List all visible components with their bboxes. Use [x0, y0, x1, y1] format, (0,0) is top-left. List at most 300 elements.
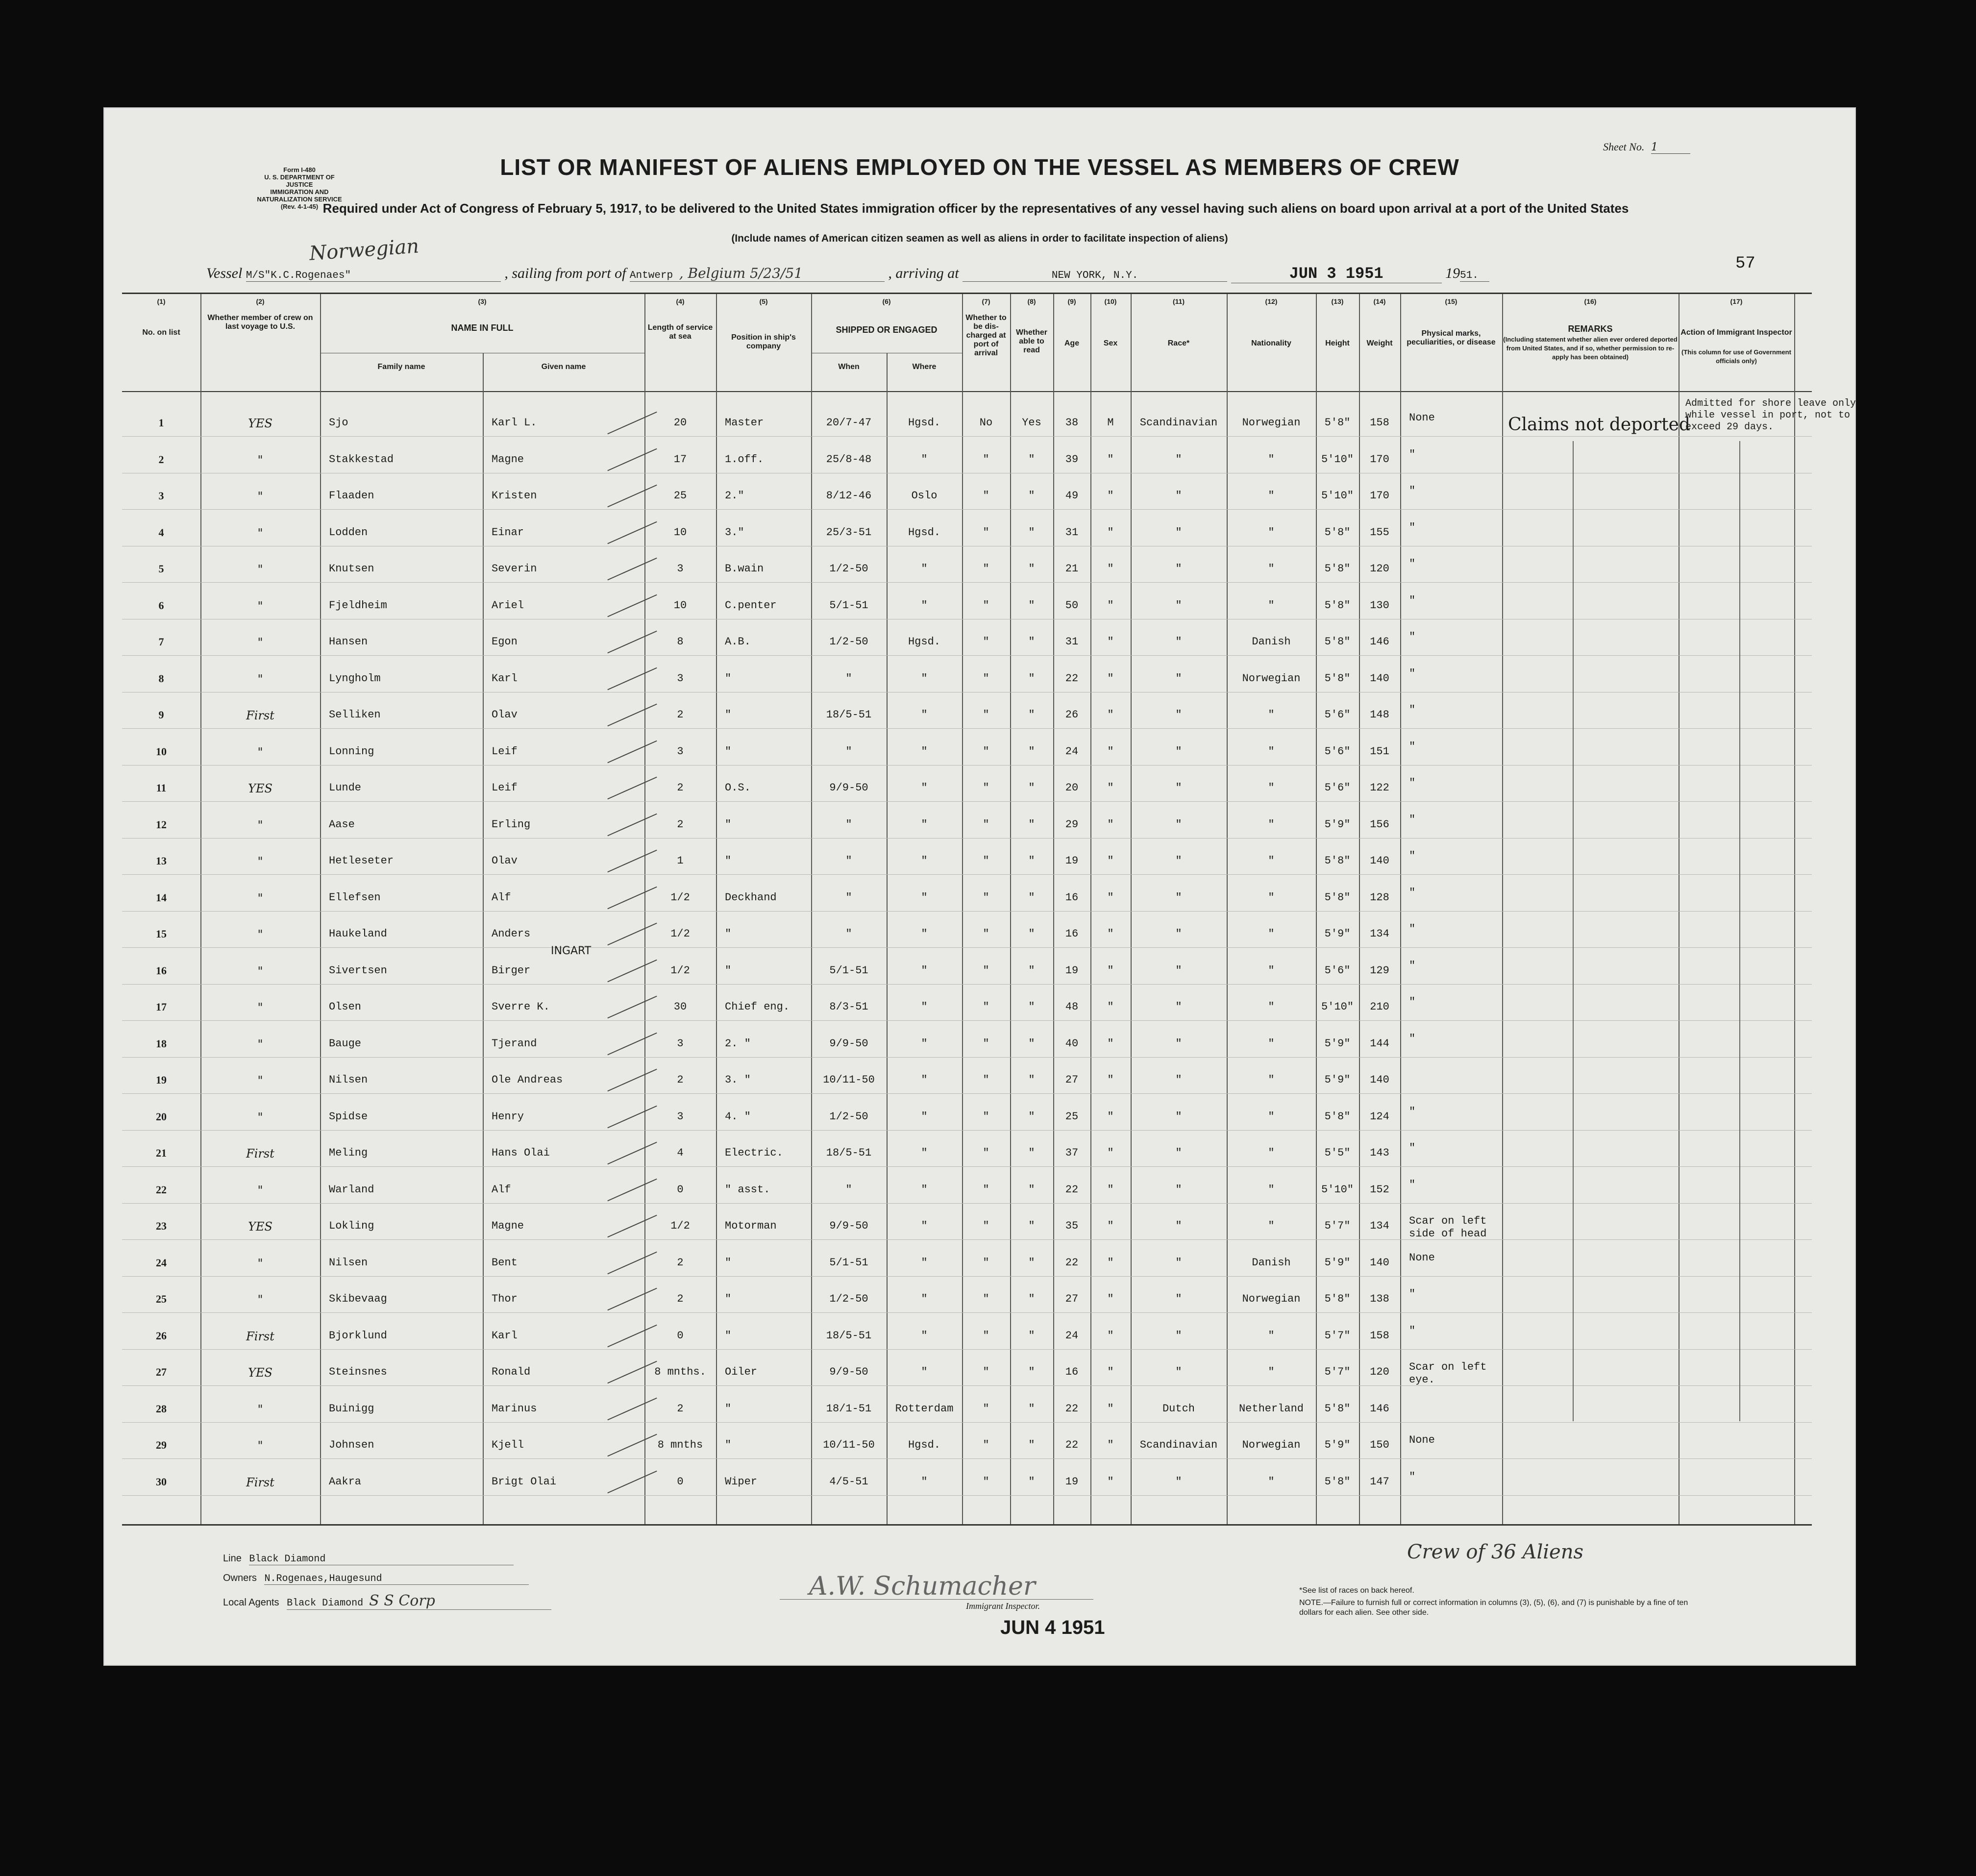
cell-disch: " [983, 526, 989, 539]
cell-race: Scandinavian [1139, 1439, 1218, 1451]
cell-position: Chief eng. [725, 1001, 790, 1013]
cell-read: " [1028, 1402, 1035, 1415]
cell-read: " [1028, 672, 1035, 685]
cell-height: 5'6" [1324, 709, 1351, 721]
inspector-action-line: Admitted for shore leave only [1685, 398, 1856, 409]
cell-height: 5'8" [1324, 599, 1351, 612]
cell-when: 5/1-51 [829, 1256, 868, 1269]
include-note: (Include names of American citizen seamen as well as aliens in order to facilitate inspection of aliens) [731, 233, 1228, 244]
cell-sex: " [1107, 1037, 1114, 1050]
table-row [122, 582, 1812, 583]
cell-nat: " [1268, 1183, 1275, 1196]
cell-position: B.wain [725, 563, 764, 575]
cell-height: 5'8" [1324, 1293, 1351, 1305]
cell-height: 5'8" [1324, 563, 1351, 575]
cell-sex: " [1107, 1183, 1114, 1196]
cell-family: Buinigg [329, 1402, 374, 1415]
cell-prev: YES [248, 1366, 272, 1380]
column-header: (13) [1331, 297, 1344, 305]
cell-height: 5'10" [1321, 453, 1354, 466]
cell-service: 4 [677, 1147, 684, 1159]
cell-age: 22 [1065, 1183, 1079, 1196]
cell-sex: " [1107, 1001, 1114, 1013]
cell-service: 8 mnths. [654, 1366, 706, 1378]
cell-age: 29 [1065, 818, 1079, 831]
cell-no: 4 [158, 526, 164, 539]
cell-nat: Danish [1252, 636, 1291, 648]
cell-no: 15 [156, 928, 167, 940]
column-header: (7) [982, 297, 990, 305]
cell-sex: " [1107, 891, 1114, 904]
cell-marks: " [1409, 777, 1416, 789]
cell-prev: " [257, 599, 263, 613]
cell-sex: " [1107, 672, 1114, 685]
cell-given: Birger [492, 964, 531, 977]
table-row [122, 1166, 1812, 1167]
cell-family: Lodden [329, 526, 368, 539]
arrival-date-stamp: JUN 3 1951 [1231, 265, 1442, 283]
cell-family: Olsen [329, 1001, 362, 1013]
cell-when: " [845, 1183, 852, 1196]
cell-nat: " [1268, 1220, 1275, 1232]
sailing-port: Antwerp [629, 270, 673, 281]
cell-disch: " [983, 1220, 989, 1232]
column-divider [1679, 294, 1680, 1524]
cell-weight: 210 [1370, 1001, 1389, 1013]
cell-where: " [921, 1220, 928, 1232]
cell-height: 5'8" [1324, 1110, 1351, 1123]
cell-given: Egon [492, 636, 518, 648]
cell-disch: " [983, 1329, 989, 1342]
inspection-date-stamp: JUN 4 1951 [1000, 1617, 1105, 1638]
cell-position: " [725, 964, 732, 977]
cell-marks: " [1409, 923, 1416, 935]
cell-family: Warland [329, 1183, 374, 1196]
cell-nat: " [1268, 855, 1275, 867]
table-row [122, 984, 1812, 985]
cell-disch: " [983, 1183, 989, 1196]
cell-no: 25 [156, 1293, 167, 1305]
column-header: SHIPPED OR ENGAGED [836, 325, 938, 335]
cell-disch: " [983, 818, 989, 831]
cell-marks: None [1409, 412, 1435, 424]
cell-position: " asst. [725, 1183, 770, 1196]
cell-read: " [1028, 1183, 1035, 1196]
cell-no: 14 [156, 891, 167, 904]
cell-read: " [1028, 563, 1035, 575]
agents-handwritten: S S Corp [369, 1592, 435, 1609]
cell-sex: " [1107, 745, 1114, 758]
cell-weight: 138 [1370, 1293, 1389, 1305]
crew-total-handwritten: Crew of 36 Aliens [1407, 1541, 1583, 1563]
cell-nat: " [1268, 1001, 1275, 1013]
cell-given: Bent [492, 1256, 518, 1269]
column-header: (5) [759, 297, 768, 305]
vessel-line [206, 265, 1489, 283]
cell-position: " [725, 709, 732, 721]
cell-nat: " [1268, 1147, 1275, 1159]
cell-no: 7 [158, 636, 164, 648]
cell-nat: " [1268, 782, 1275, 794]
arrival-port: NEW YORK, N.Y. [963, 270, 1227, 282]
column-divider [1502, 294, 1503, 1524]
cell-read: " [1028, 782, 1035, 794]
cell-age: 27 [1065, 1074, 1079, 1086]
cell-when: 10/11-50 [823, 1074, 875, 1086]
agents-value [287, 1592, 551, 1610]
cell-marks: " [1409, 521, 1416, 534]
cell-height: 5'8" [1324, 891, 1351, 904]
cell-prev: First [246, 1329, 274, 1343]
cell-service: 2 [677, 709, 684, 721]
cell-sex: " [1107, 636, 1114, 648]
cell-given: Einar [492, 526, 524, 539]
cell-when: 1/2-50 [829, 1110, 868, 1123]
table-row [122, 1203, 1812, 1204]
cell-position: Wiper [725, 1475, 758, 1488]
cell-where: " [921, 563, 928, 575]
cell-no: 26 [156, 1329, 167, 1342]
cell-weight: 155 [1370, 526, 1389, 539]
column-header: (1) [157, 297, 166, 305]
cell-disch: " [983, 1293, 989, 1305]
table-row [122, 1057, 1812, 1058]
cell-prev: " [257, 1293, 263, 1307]
column-header: (8) [1027, 297, 1036, 305]
cell-height: 5'9" [1324, 1074, 1351, 1086]
owners-label: Owners [223, 1573, 257, 1583]
cell-age: 22 [1065, 1256, 1079, 1269]
cell-position: " [725, 855, 732, 867]
cell-no: 1 [158, 417, 164, 429]
cell-disch: " [983, 891, 989, 904]
cell-prev: " [257, 745, 263, 759]
cell-race: " [1175, 1256, 1182, 1269]
cell-where: " [921, 709, 928, 721]
cell-sex: " [1107, 1293, 1114, 1305]
cell-sex: " [1107, 928, 1114, 940]
cell-given: Magne [492, 1220, 524, 1232]
cell-race: " [1175, 1475, 1182, 1488]
cell-family: Hansen [329, 636, 368, 648]
cell-given: Karl L. [492, 417, 537, 429]
cell-disch: " [983, 563, 989, 575]
cell-when: 20/7-47 [826, 417, 872, 429]
column-header: Family name [377, 363, 425, 371]
cell-marks: None [1409, 1251, 1435, 1264]
line-label: Line [223, 1553, 242, 1564]
cell-given: Severin [492, 563, 537, 575]
cell-where: " [921, 672, 928, 685]
cell-marks: " [1409, 996, 1416, 1008]
cell-given: Hans Olai [492, 1147, 550, 1159]
cell-disch: " [983, 855, 989, 867]
column-header: Race* [1167, 339, 1190, 347]
column-header: When [838, 363, 860, 371]
cell-nat: Norwegian [1242, 1293, 1301, 1305]
cell-given: Ole Andreas [492, 1074, 563, 1086]
table-row [122, 874, 1812, 875]
cell-marks: " [1409, 1288, 1416, 1300]
vessel-name: M/S"K.C.Rogenaes" [246, 270, 501, 282]
cell-age: 35 [1065, 1220, 1079, 1232]
cell-service: 0 [677, 1329, 684, 1342]
agents-label: Local Agents [223, 1597, 279, 1608]
cell-when: 9/9-50 [829, 1366, 868, 1378]
line-value: Black Diamond [249, 1554, 514, 1565]
cell-nat: Norwegian [1242, 672, 1301, 685]
cell-where: Oslo [911, 490, 938, 502]
cell-weight: 140 [1370, 1074, 1389, 1086]
cell-service: 3 [677, 1037, 684, 1050]
cell-height: 5'8" [1324, 417, 1351, 429]
header-divider [122, 391, 1812, 392]
cell-when: " [845, 745, 852, 758]
cell-race: " [1175, 1293, 1182, 1305]
cell-prev: First [246, 709, 274, 722]
cell-given: Karl [492, 1329, 518, 1342]
cell-marks: " [1409, 704, 1416, 716]
cell-sex: " [1107, 1366, 1114, 1378]
cell-where: " [921, 891, 928, 904]
cell-when: 18/1-51 [826, 1402, 872, 1415]
cell-position: 1.off. [725, 453, 764, 466]
cell-no: 23 [156, 1220, 167, 1232]
cell-service: 1/2 [670, 964, 690, 977]
cell-age: 26 [1065, 709, 1079, 721]
column-header: (15) [1445, 297, 1457, 305]
cell-age: 31 [1065, 526, 1079, 539]
cell-age: 24 [1065, 745, 1079, 758]
cell-family: Sivertsen [329, 964, 387, 977]
cell-prev: " [257, 1074, 263, 1087]
cell-weight: 130 [1370, 599, 1389, 612]
cell-family: Fjeldheim [329, 599, 387, 612]
column-header: NAME IN FULL [451, 323, 514, 333]
table-row [122, 1239, 1812, 1240]
cell-prev: " [257, 453, 263, 467]
cell-height: 5'10" [1321, 1001, 1354, 1013]
cell-where: Hgsd. [908, 526, 940, 539]
inspector-signature: A.W. Schumacher [809, 1572, 1036, 1601]
manifest-sheet [103, 107, 1856, 1666]
cell-weight: 120 [1370, 1366, 1389, 1378]
cell-no: 21 [156, 1147, 167, 1159]
cell-marks: " [1409, 1324, 1416, 1337]
cell-race: " [1175, 1366, 1182, 1378]
cell-race: " [1175, 855, 1182, 867]
cell-read: " [1028, 709, 1035, 721]
cell-marks: " [1409, 1142, 1416, 1154]
table-row [122, 1349, 1812, 1350]
cell-marks: " [1409, 886, 1416, 899]
cell-age: 39 [1065, 453, 1079, 466]
cell-where: " [921, 964, 928, 977]
cell-height: 5'6" [1324, 782, 1351, 794]
table-row [122, 1276, 1812, 1277]
cell-age: 25 [1065, 1110, 1079, 1123]
cell-disch: " [983, 709, 989, 721]
cell-prev: " [257, 636, 263, 649]
column-header: No. on list [142, 328, 180, 337]
cell-age: 19 [1065, 964, 1079, 977]
cell-where: " [921, 1475, 928, 1488]
cell-race: " [1175, 709, 1182, 721]
cell-height: 5'8" [1324, 672, 1351, 685]
cell-nat: " [1268, 599, 1275, 612]
cell-given: Erling [492, 818, 531, 831]
cell-nat: " [1268, 891, 1275, 904]
line-field [223, 1553, 514, 1565]
cell-sex: " [1107, 1220, 1114, 1232]
cell-prev: " [257, 490, 263, 503]
cell-sex: " [1107, 1402, 1114, 1415]
cell-nat: " [1268, 928, 1275, 940]
cell-race: " [1175, 891, 1182, 904]
cell-position: " [725, 1329, 732, 1342]
cell-nat: " [1268, 1037, 1275, 1050]
cell-race: " [1175, 1037, 1182, 1050]
cell-weight: 140 [1370, 672, 1389, 685]
cell-prev: " [257, 1037, 263, 1051]
cell-read: " [1028, 526, 1035, 539]
cell-height: 5'8" [1324, 526, 1351, 539]
cell-family: Aakra [329, 1475, 362, 1488]
cell-service: 20 [673, 417, 687, 429]
cell-marks: " [1409, 1105, 1416, 1118]
cell-position: " [725, 745, 732, 758]
cell-prev: " [257, 1256, 263, 1270]
cell-sex: M [1107, 417, 1114, 429]
cell-given: Anders [492, 928, 531, 940]
cell-position: C.penter [725, 599, 777, 612]
column-header: (2) [256, 297, 265, 305]
cell-given: Magne [492, 453, 524, 466]
cell-sex: " [1107, 1475, 1114, 1488]
cell-disch: " [983, 1475, 989, 1488]
cell-where: Hgsd. [908, 417, 940, 429]
cell-where: " [921, 818, 928, 831]
cell-service: 10 [673, 526, 687, 539]
cell-weight: 146 [1370, 1402, 1389, 1415]
column-divider [1794, 294, 1795, 1524]
cell-no: 30 [156, 1475, 167, 1488]
cell-service: 2 [677, 1256, 684, 1269]
cell-read: " [1028, 1475, 1035, 1488]
cell-nat: " [1268, 490, 1275, 502]
cell-where: " [921, 1183, 928, 1196]
cell-prev: YES [248, 782, 272, 795]
cell-when: 8/3-51 [829, 1001, 868, 1013]
cell-age: 27 [1065, 1293, 1079, 1305]
cell-no: 5 [158, 563, 164, 575]
cell-weight: 120 [1370, 563, 1389, 575]
column-header: (12) [1265, 297, 1278, 305]
column-header: Action of Immigrant Inspector [1680, 328, 1792, 337]
cell-disch: " [983, 782, 989, 794]
cell-race: " [1175, 1074, 1182, 1086]
cell-read: " [1028, 818, 1035, 831]
races-note: *See list of races on back hereof. [1299, 1586, 1414, 1595]
table-row [122, 1020, 1812, 1021]
cell-age: 37 [1065, 1147, 1079, 1159]
cell-given: Henry [492, 1110, 524, 1123]
cell-when: 5/1-51 [829, 599, 868, 612]
owners-field [223, 1573, 529, 1585]
cell-given: Marinus [492, 1402, 537, 1415]
cell-sex: " [1107, 964, 1114, 977]
cell-age: 31 [1065, 636, 1079, 648]
cell-age: 38 [1065, 417, 1079, 429]
cell-where: Hgsd. [908, 1439, 940, 1451]
cell-height: 5'9" [1324, 928, 1351, 940]
cell-weight: 158 [1370, 417, 1389, 429]
cell-position: Deckhand [725, 891, 777, 904]
cell-position: A.B. [725, 636, 751, 648]
vessel-label: Vessel [206, 265, 243, 281]
cell-when: " [845, 855, 852, 867]
cell-height: 5'8" [1324, 1475, 1351, 1488]
column-header: Height [1325, 339, 1350, 347]
table-row [122, 1093, 1812, 1094]
cell-service: 1/2 [670, 891, 690, 904]
cell-no: 9 [158, 709, 164, 721]
cell-disch: " [983, 1074, 989, 1086]
cell-sex: " [1107, 1074, 1114, 1086]
table-row [122, 509, 1812, 510]
cell-family: Haukeland [329, 928, 387, 940]
cell-weight: 146 [1370, 636, 1389, 648]
cell-sex: " [1107, 490, 1114, 502]
cell-disch: " [983, 964, 989, 977]
cell-position: 2." [725, 490, 744, 502]
column-header: Length of service at sea [647, 323, 713, 341]
column-header: Given name [541, 363, 586, 371]
column-header: (14) [1373, 297, 1386, 305]
cell-service: 0 [677, 1475, 684, 1488]
year-value: 51. [1460, 270, 1489, 282]
column-header: Physical marks, peculiarities, or disease [1407, 329, 1496, 346]
cell-prev: " [257, 1110, 263, 1124]
cell-when: 25/8-48 [826, 453, 872, 466]
cell-given: Leif [492, 745, 518, 758]
cell-where: Hgsd. [908, 636, 940, 648]
table-row [122, 1312, 1812, 1313]
cell-height: 5'9" [1324, 1439, 1351, 1451]
cell-no: 13 [156, 855, 167, 867]
cell-weight: 148 [1370, 709, 1389, 721]
form-number: Form I-480 [283, 166, 316, 173]
form-revision: (Rev. 4-1-45) [280, 203, 319, 210]
cell-disch: " [983, 1110, 989, 1123]
cell-age: 20 [1065, 782, 1079, 794]
cell-read: " [1028, 1074, 1035, 1086]
cell-no: 6 [158, 599, 164, 612]
cell-where: " [921, 1110, 928, 1123]
cell-nat: " [1268, 745, 1275, 758]
penalty-note: NOTE.—Failure to furnish full or correct information in columns (3), (5), (6), and (7) is punishable by a fine of ten dollars for each alien. See other side. [1299, 1599, 1688, 1617]
cell-given: Kjell [492, 1439, 524, 1451]
cell-race: " [1175, 599, 1182, 612]
cell-age: 22 [1065, 1402, 1079, 1415]
cell-race: " [1175, 636, 1182, 648]
cell-no: 3 [158, 490, 164, 502]
cell-when: 10/11-50 [823, 1439, 875, 1451]
cell-weight: 128 [1370, 891, 1389, 904]
cell-read: " [1028, 891, 1035, 904]
cell-marks: " [1409, 594, 1416, 607]
cell-where: " [921, 1366, 928, 1378]
